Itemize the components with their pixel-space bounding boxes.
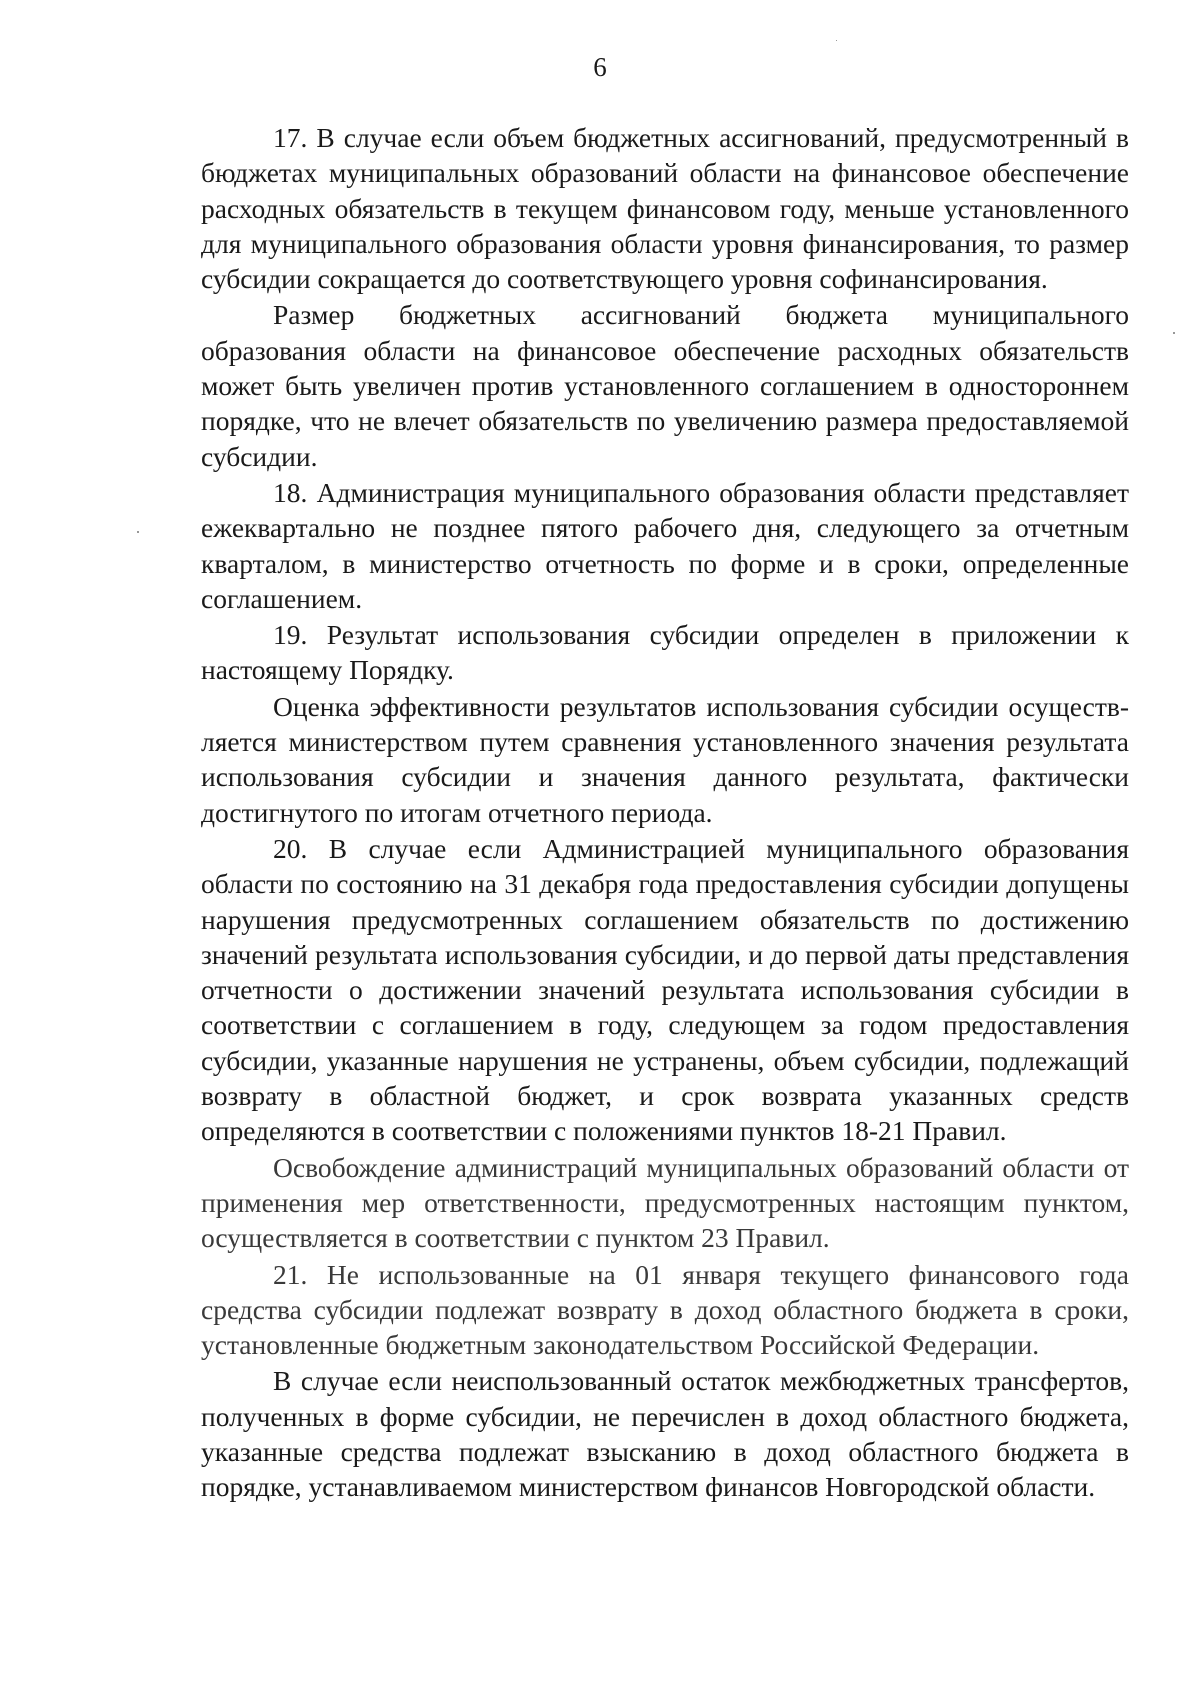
paragraph-18: 18. Администрация муниципального образования области представляет ежеквартально не позднее пятого рабочего дня, следующего за отчетным кварталом, в министерство отчетность по форме и в сроки, определенные соглашением.	[201, 476, 1129, 614]
scan-speck	[137, 531, 139, 533]
paragraph-20: 20. В случае если Администрацией муниципального образования области по состоянию на 31 декабря года предоставления субсидии допущены нарушения предусмотренных соглашением обязательств по достижению значений результата использования субсидии, и до первой даты представления отчетности о достижении значений результата использования субсидии в соответствии с соглашением в году, следующем за годом предоставления субсидии, указанные нарушения не устранены, объем субсидии, подлежащий возврату в областной бюджет, и срок возврата указанных средств определяются в соответствии с положениями пунктов 18-21 Правил.	[201, 832, 1129, 1147]
paragraph-17-budget-increase: Размер бюджетных ассигнований бюджета муниципального образования области на финансовое обеспечение расходных обязательств может быть увеличен против установленного соглашением в одностороннем порядке, что не влечет обязательств по увеличению размера предоставляемой субсидии.	[201, 299, 1129, 472]
scan-speck	[836, 40, 837, 41]
paragraph-20-exemption: Освобождение администраций муниципальных образований области от применения мер ответственности, предусмотренных настоящим пунктом, осуществляется в соответствии с пунктом 23 Правил.	[201, 1151, 1129, 1254]
paragraph-21-recovery: В случае если неиспользованный остаток межбюджетных трансфертов, полученных в форме субсидии, не перечислен в доход областного бюджета, указанные средства подлежат взысканию в доход областного бюджета в порядке, устанавливаемом министерством финансов Новгородской области.	[201, 1365, 1129, 1503]
paragraph-19-efficiency: Оценка эффективности результатов использования субсидии осуществляется министерством путем сравнения установленного значения результата использования субсидии и значения данного результата, фактически достигнутого по итогам отчетного периода.	[201, 690, 1129, 828]
scan-speck	[1173, 332, 1175, 334]
page-number: 6	[593, 52, 607, 82]
document-body	[201, 120, 1129, 1506]
paragraph-17: 17. В случае если объем бюджетных ассигнований, предусмотренный в бюджетах муниципальных образований области на финансовое обеспечение расходных обязательств в текущем финансовом году, меньше установленного для муниципального образования области уровня финансирования, то размер субсидии сокращается до соответствующего уровня софинансирования.	[201, 122, 1129, 295]
paragraph-19: 19. Результат использования субсидии определен в приложении к настоящему Порядку.	[201, 619, 1129, 686]
paragraph-21: 21. Не использованные на 01 января текущего финансового года средства субсидии подлежат возврату в доход областного бюджета в сроки, установленные бюджетным законодательством Российской Федерации.	[201, 1258, 1129, 1361]
